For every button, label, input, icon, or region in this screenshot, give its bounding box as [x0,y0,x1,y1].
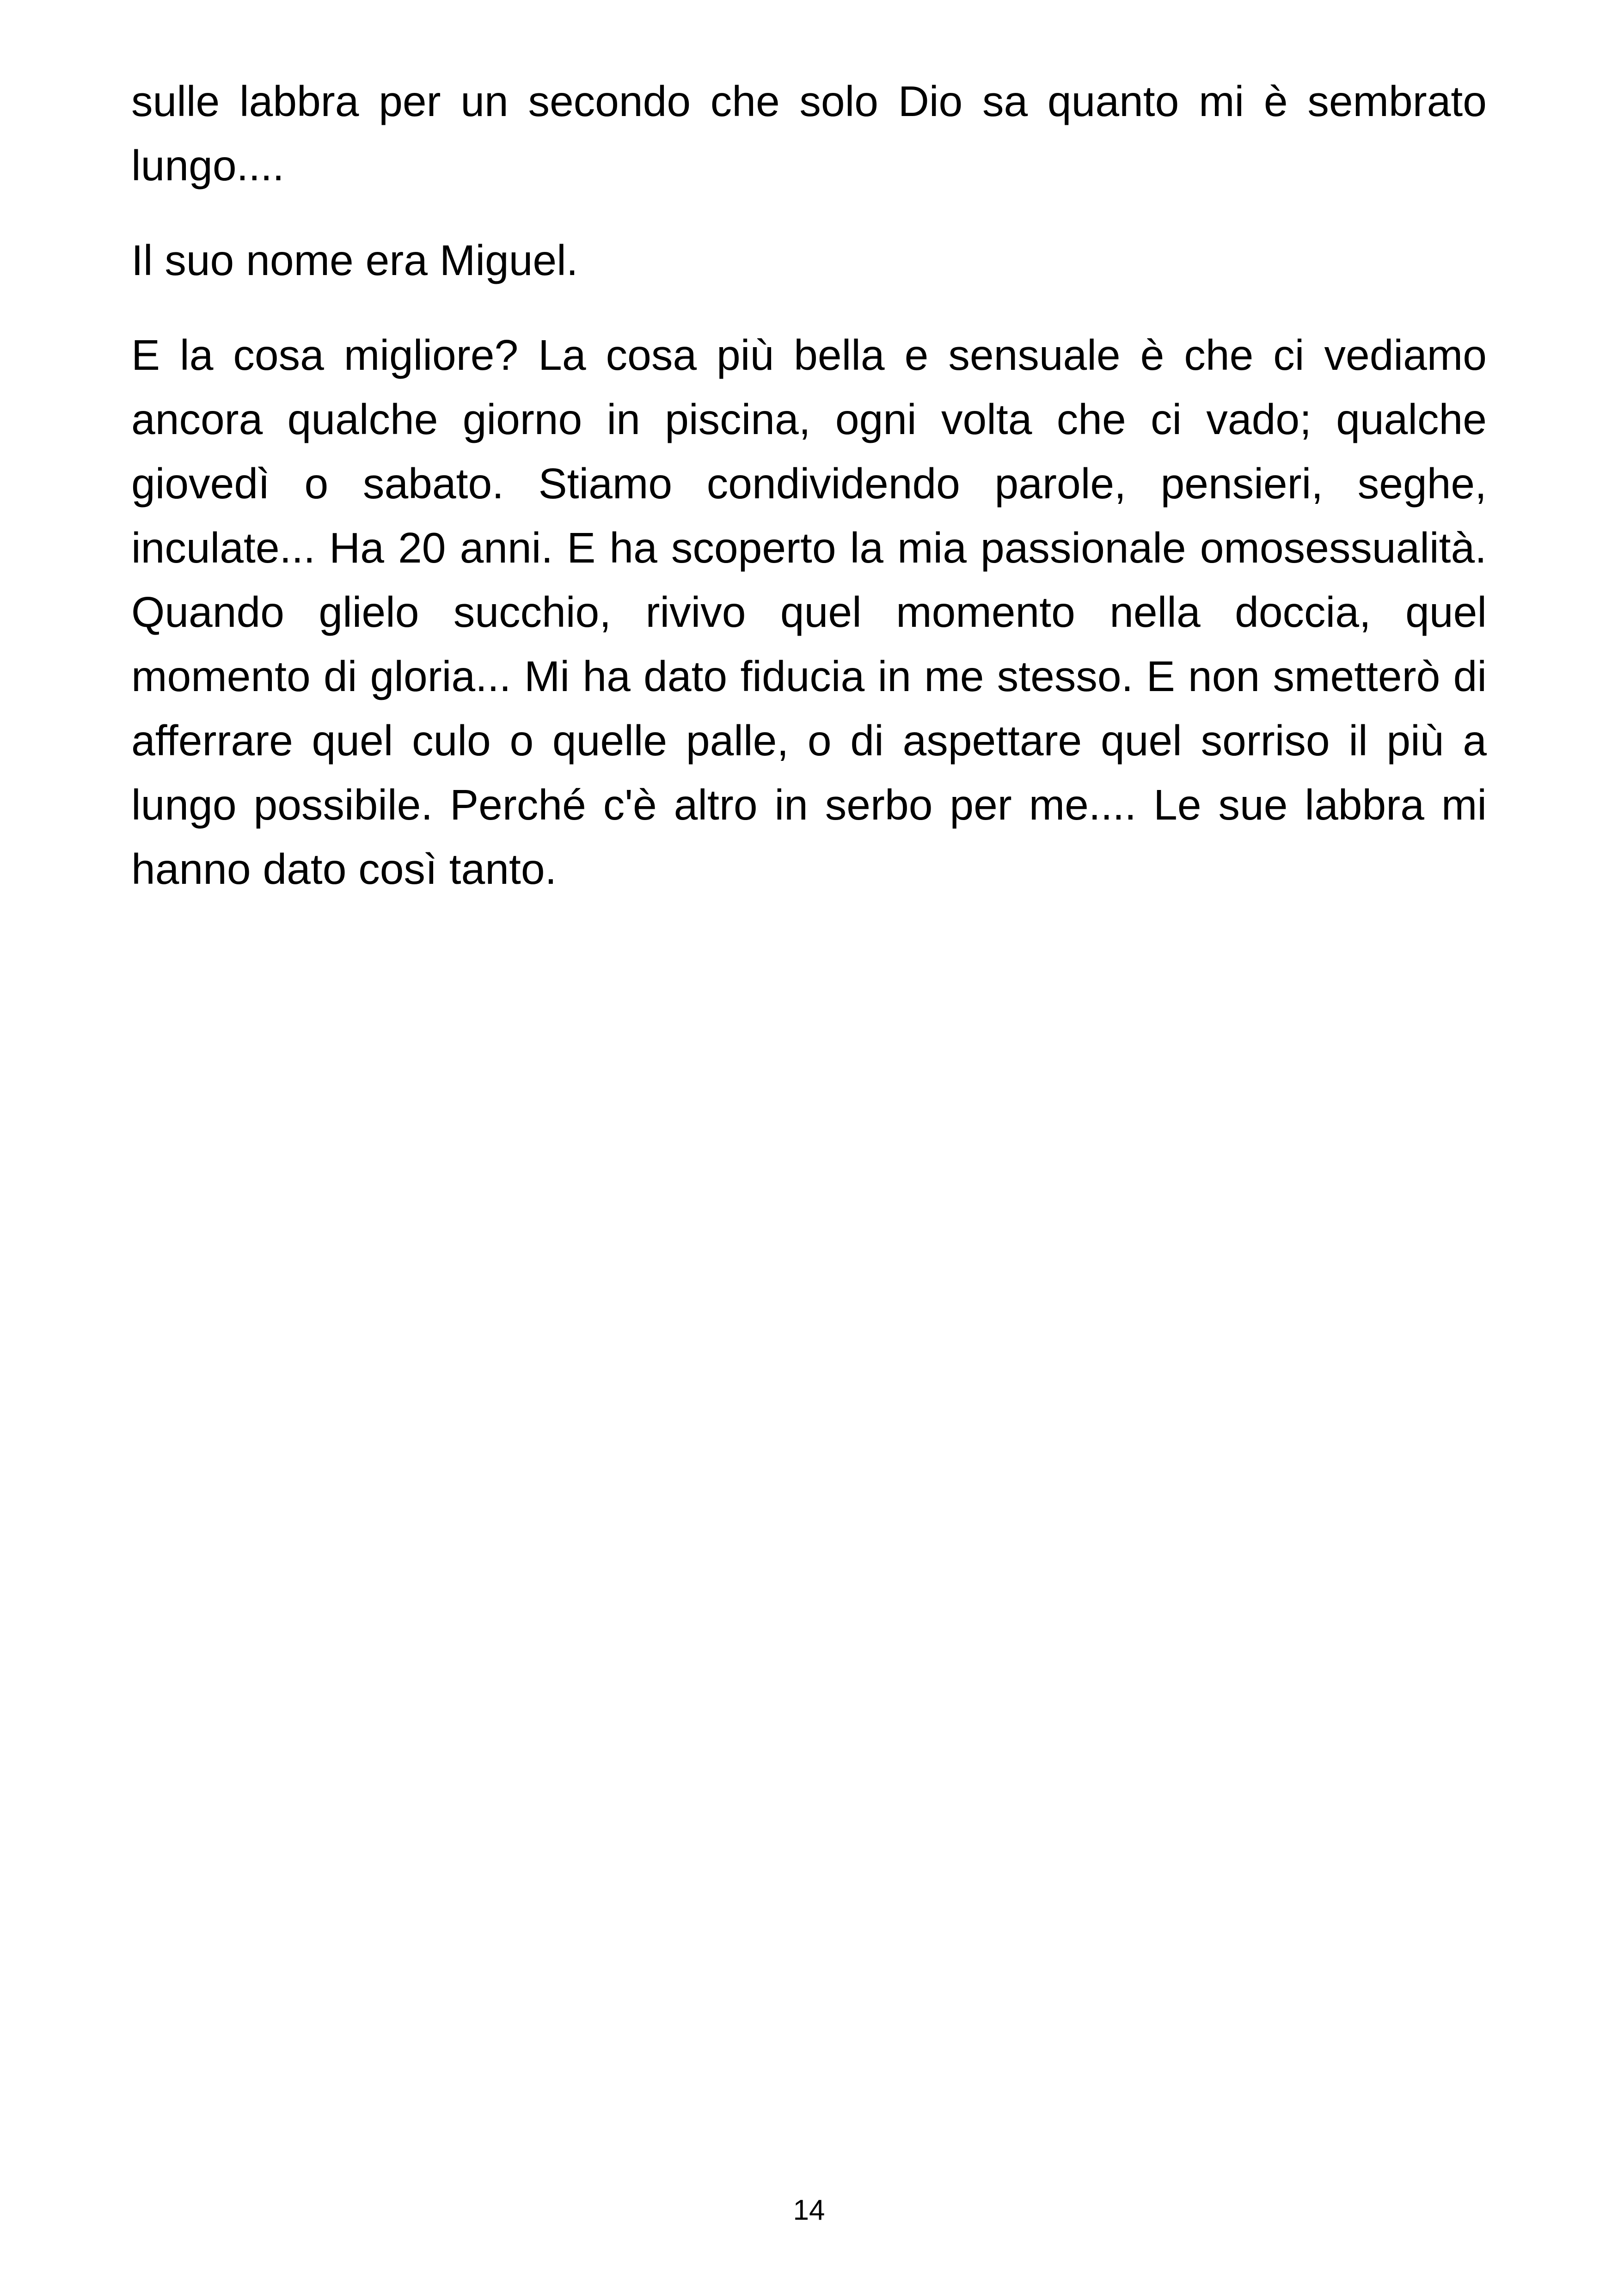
paragraph-2: Il suo nome era Miguel. [131,236,578,284]
paragraph-1: sulle labbra per un secondo che solo Dio sa quanto mi è sembrato lungo.... [131,77,1487,190]
page-number: 14 [793,2194,825,2226]
body-text [131,69,1487,932]
paragraph-3: E la cosa migliore? La cosa più bella e sensuale è che ci vediamo ancora qualche giorno in piscina, ogni volta che ci vado; qualche giovedì o sabato. Stiamo condividendo parole, pensieri, seghe, inculate... Ha 20 anni. E ha scoperto la mia passionale omosessualità. Quando glielo succhio, rivivo quel momento nella doccia, quel momento di gloria... Mi ha dato fiducia in me stesso. E non smetterò di afferrare quel culo o quelle palle, o di aspettare quel sorriso il più a lungo possibile. Perché c'è altro in serbo per me.... Le sue labbra mi hanno dato così tanto. [131,331,1487,893]
